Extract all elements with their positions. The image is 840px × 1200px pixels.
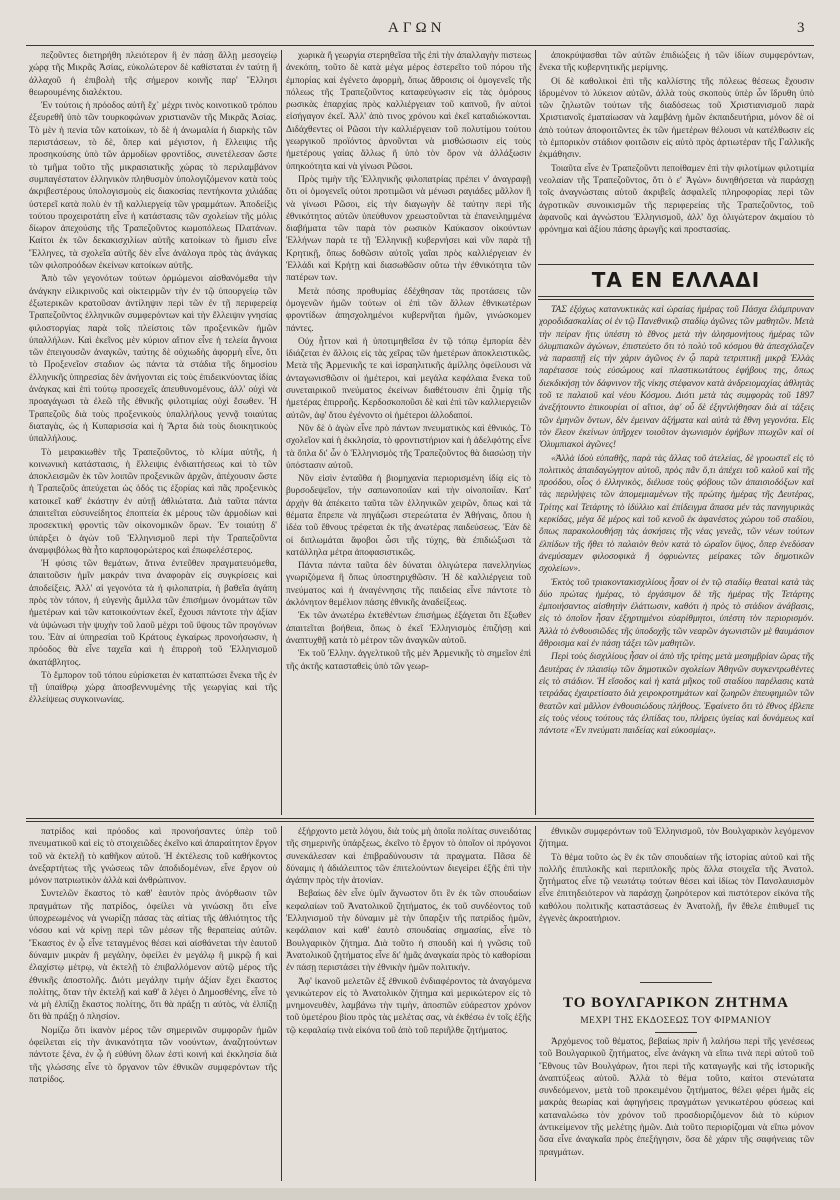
section-title-bulgarian: ΤΟ ΒΟΥΛΓΑΡΙΚΟΝ ΖΗΤΗΜΑ (562, 995, 790, 1011)
section-rule (538, 264, 814, 265)
paragraph: Συντελῶν ἕκαστος τὸ καθ' ἑαυτὸν πρὸς ἀνόρθωσιν τῶν πραγμάτων τῆς πατρίδος, ὀφείλει νὰ γινώσκῃ ὅτι εἶνε ὑποχρεωμένος νὰ γνωρίζῃ πάσας τὰς αἰτίας τῆς ἀθλιότητος τῆς νόσου καὶ νὰ κρίνῃ περὶ τῶν μέσων τῆς θεραπείας αὐτῶν. Ἕκαστος ἐν ᾧ εἶνε τεταγμένος θέσει καὶ αἰσθάνεται τὴν ἑαυτοῦ δύναμιν μικρὰν ἢ μεγάλην, ὀφείλει ἐν μεγάλῳ ἢ μικρῷ ἢ καὶ ἐλαχίστῳ μέτρῳ, νὰ ἐκτελῇ τὸ ἐπιβαλλόμενον αὐτῷ μέρος τῆς ἐθνικῆς ἀποστολῆς. Διότι μεγάλην τιμὴν ἀξίαν ἔχει ἕκαστος πολίτης, ὅταν τὴν ἐκτελῇ καὶ καθ' ἃ λέγει ὁ Δημοσθένης, εἶνε τὸ νὰ μὴ ἐλπίζῃ ἕκαστος πολίτης, ὅτι θὰ πράξῃ τι αὐτὸς, νὰ ἐλπίζῃ ὅτι θὰ πράξῃ ὁ πλησίον. (29, 889, 277, 1023)
paragraph: ἐθνικῶν συμφερόντων τοῦ Ἑλληνισμοῦ, τὸν Βουλγαρικὸν λεγόμενον ζήτημα. (539, 827, 814, 850)
paragraph: Οἱ δὲ καθολικοὶ ἐπὶ τῆς καλλίστης τῆς πόλεως θέσεως ἔχουσιν ἱδρυμένον τὸ λύκειον αὐτῶν, ἀλλὰ τοὺς σκοποὺς ὑπὲρ ὧν ἵδρυθη ὑπὸ τῶν ζηλωτῶν τούτων τῆς διαδόσεως τοῦ Χριστιανισμοῦ παρὰ Χριστιανοῖς ἐματαίωσαν νὰ λαμβάνῃ ἡμῶν ἐκπαιδευτήρια, μόνον δὲ οἱ ἀπὸ τούτων ἀποφοιτῶντες ἐκ τῶν ἡμετέρων θέλουσι νὰ κατέλθωσιν εἰς τὸ ἐμπορικὸν στάδιον φοιτῶσιν εἰς αὐτὸ πρὸς ἀρτιωτέραν τῆς Γαλλικῆς ἐκμάθησιν. (539, 76, 814, 161)
paragraph: Ἀφ' ἱκανοῦ μελετῶν ἐξ ἐθνικοῦ ἐνδιαφέροντος τὰ ἀναγόμενα γενικώτερον εἰς τὸ Ἀνατολικὸν ζήτημα καὶ μερικώτερον εἰς τὸ μνημονευθὲν, λαμβάνω τὴν τιμὴν, ἀποσπῶν εὐάρεστον χρόνον τοῦ ὑμετέρου βίου πρὸς τὰς μελέτας σας, νὰ ἐκθέσω ἐν τοῖς ἑξῆς τῷ κεφαλαίῳ τινὰ εἰκόνα τοῦ ἀπὸ τοῦ περιῆλθε ζητήματος. (286, 976, 531, 1036)
paragraph: Νῦν εἰσὶν ἐνταῦθα ἡ βιομηχανία περιορισμένη ἰδίᾳ εἰς τὸ βυρσοδεψεῖον, τὴν σαπωνοποιΐαν καὶ τὴν οἰνοποιΐαν. Κατ' ἀρχὴν θὰ ἀπέκειτο ταῦτα τῶν ἑλληνικῶν χειρῶν, ὅπως καὶ τὰ θέματα ἔπρεπε νὰ πηγάζωσι στερεώτατα ἐν Ἀθήναις, ὅπου ἡ ἰδέα τοῦ ἔθνους τρέφεται ἐκ τῆς ἀνωτέρας παιδεύσεως. Ἐὰν δὲ οἱ διπλωμάται ἄφοβοι ὦσι τῆς τύχης, θὰ ἐπιδιώξωσι τὰ κατάλληλα μέτρα ἀποφασιστικῶς. (286, 474, 531, 558)
section-title-greece: ΤΑ ΕΝ ΕΛΛΑΔΙ (591, 268, 761, 292)
paragraph: Τὸ ἔμπορον τοῦ τόπου εὑρίσκεται ἐν καταπτώσει ἕνεκα τῆς ἐν τῇ ὑπαίθρῳ χώρᾳ ἀποσβεννυμένης τῆς γεωργίας καὶ τῆς ἐλλείψεως συγκοινωνίας. (29, 670, 277, 706)
paragraph: Ἐν τούτοις ἡ πρόοδος αὐτῆ ἔχ᾽ μέχρι τινὸς κοινοτικοῦ τρόπου ἐξευρεθῆ ὑπὸ τῶν τουρκοφώνων χριστιανῶν τῆς Μικρᾶς Ἀσίας. Τὸ μὲν ἡ πενία τῶν κατοίκων, τὸ δὲ ἡ ἀνωμαλία ἡ διαρκὴς τῶν περιστάσεων, τὸ δὲ, ὅπερ καὶ μέγιστον, ἡ ἔλλειψις τῆς προσηκούσης ὑπὸ τῶν ἁρμοδίων φροντίδος, συνετέλεσαν ὥστε τὸ τμῆμα τοῦτο τῆς μικρασιατικῆς χώρας τὸ περιλαμβάνον συμπαγέστατον ἑλληνικὸν πληθυσμὸν ὑπολογιζόμενον κατὰ τοὺς ἀκριβεστέρους ὑπολογισμοὺς εἰς διακοσίας πεντήκοντα χιλιάδας ὑστερεῖ κατὰ πολὺ ἐν τῇ καλλιεργείᾳ τῶν γραμμάτων. Ἀποδείξις τούτου προχειροτάτη εἶνε ἡ κατάστασις τῶν σχολείων τῆς μόλις δίωρον ἀπεχούσης τῆς Τραπεζοῦντος κωμοπόλεως Πλατάνων. Καίτοι ἐκ τῶν δεκακισχιλίων αὐτῆς κατοίκων τὸ ἥμισυ εἶνε Ἕλληνες, τὰ σχολεῖα αὐτῆς δὲν εἶνε ἀνάλογα πρὸς τὰς ἀνάγκας τῶν φιλοπροόδων ἐκείνων κατοίκων αὐτῆς. (29, 101, 277, 272)
paragraph: ἀποκρύψασθαι τῶν αὐτῶν ἐπιδιώξεις ἡ τῶν ἰδίων συμφερόντων, ἕνεκα τῆς κυβερνητικῆς μερίμνης. (539, 51, 814, 74)
paragraph: Νομίζω ὅτι ἱκανὸν μέρος τῶν σημερινῶν συμφορῶν ἡμῶν ὀφείλεται εἰς τὴν ἀνικανότητα τῶν νοούντων, ἀναζητούντων πάντοτε ξένα, ἐν ᾧ ἡ εὐθύνη ὅλων ἐστὶ κοινή καὶ ἐκκλησία διὰ τῆς γλώσσης εἶνε τὸ ὄργανον τῶν ἐθνικῶν συμφερόντων τῆς πατρίδος. (29, 1025, 277, 1085)
page-bottom-margin (0, 1188, 840, 1200)
paragraph: Ἐκ τοῦ Ἑλλην. ἀγγελτικοῦ τῆς μὲν Ἀρμενικῆς τὸ σημεῖον ἐπὶ τῆς ἀκτῆς κατασταθεὶς ὑπὸ τῶν γεωρ- (286, 649, 531, 672)
paragraph: Πάντα πάντα ταῦτα δὲν δύναται ὀλιγώτερα πανελληνίως γνωριζόμενα ἢ ὅπως ὑποστηριχθῶσιν. Ἡ δὲ καλλιέργεια τοῦ πνεύματος καὶ ἡ ἀναγέννησις τῆς παιδείας εἶνε πάντοτε τὸ ἀκλόνητον θεμέλιον πάσης ἐθνικῆς ἀναδείξεως. (286, 561, 531, 609)
paragraph: Ἐκ τῶν ἀνωτέρω ἐκτεθέντων ἐπισήμως ἐξάγεται ὅτι ἔξωθεν ἀπαιτεῖται βοήθεια, ὅπως ὁ ἐκεῖ Ἑλληνισμὸς ἐπιζήσῃ καὶ ἀναπτυχθῇ κατὰ τὸ μέτρον τῶν ἀναγκῶν αὐτοῦ. (286, 611, 531, 646)
paragraph: Μετὰ πόσης προθυμίας ἐδέχθησαν τὰς προτάσεις τῶν ὁμογενῶν ἡμῶν τούτων οἱ ἐπὶ τῶν ἄλλων ἐθνικωτέρων φροντίδων ἀπησχολημένοι κυβερνῆται ἡμῶν, γινώσκομεν πάντες. (286, 286, 531, 334)
column-1-top (29, 50, 277, 814)
paragraph: Οὐχ ἧττον καὶ ἡ ὑποτιμηθεῖσα ἐν τῷ τόπῳ ἐμπορία δὲν ἰδιάζεται ἐν ἄλλοις εἰς τὰς χεῖρας τῶν ἡμετέρων ἀποκλειστικῶς. Μετὰ τῆς Ἀρμενικῆς τε καὶ ἰσραηλιτικῆς ἀμίλλης ὀφείλουσι νὰ ἀνταγωνισθῶσιν οἱ ἡμέτεροι, καὶ μεγάλα κεφάλαια ἕνεκα τοῦ συνεταιρικοῦ πνεύματος ἐκείνων διαθέτουσιν ἐπὶ ζημίᾳ τῆς ἡμετέρας ἐπιρροῆς. Κερδοσκοποῦσι δὲ καὶ ἐπὶ τῶν καλλιεργειῶν αὐτῶν, ἀφ' ὅτου ἐγένοντο οἱ ἡμέτεροι ἀλλοδαποί. (286, 336, 531, 421)
paragraph: Τὸ μειρακιωθὲν τῆς Τραπεζοῦντος, τὸ κλίμα αὐτῆς, ἡ κοινωνικὴ κατάστασις, ἡ ἔλλειψις ἐνδιαιτήσεως καὶ τὸ τῶν ἀποκλεισμῶν ἐκ τῶν λοιπῶν προξενικῶν ἀρχῶν, ἀπέχουσιν ὥστε ἡ Τραπεζοῦς ἀπεύχεται ὡς ὁδός τις ἐξορίας καὶ πᾶς προξενικὸς κατοικεῖ καθ' ἑκάστην ἐν αὐτῇ ἀθλιώτατα. Διὰ ταῦτα πάντα ἀπαιτεῖται εὐσυνείδητος ἐποπτεία ἐκ μέρους τῶν ἁρμοδίων καὶ προσεκτική φροντὶς τῶν οἰκονομικῶν ὅρων. Ἐν τοιαύτῃ δ' ὑπάρξει ὁ ἀγὼν τοῦ Ἑλληνισμοῦ περὶ τὴν Τραπεζοῦντα ἀναμφιβόλως θὰ ἦτο καρποφορώτερος καὶ ἐπωφελέστερος. (29, 447, 277, 556)
column-divider (281, 50, 282, 815)
paragraph: Πρὸς τιμὴν τῆς Ἑλληνικῆς φιλοπατρίας πρέπει ν' ἀναγραφῇ ὅτι οἱ ὁμογενεῖς οὐτοι προτιμῶσι νὰ μένωσι ραγιάδες μᾶλλον ἢ νὰ γίνωσι Ρῶσοι, εἰς τὴν διαγωγὴν δὲ ταύτην περὶ τῆς ἐθνικότητος αὐτῶν ὑπεύθυνον χρεωστοῦνται τὰ ἐπανειλημμένα διαβήματα τῶν παρὰ τὸν ρωσικὸν Καύκασον οἰκούντων Ἑλλήνων παρὰ τε τῇ Ἑλληνικῇ κυβερνήσει καὶ νῦν παρὰ τῇ Κρητικῇ, ὅπως δοθῶσιν αὐτοῖς γαῖαι πρὸς καλλιέργειαν ἐν Ἑλλάδι καὶ Κρήτῃ καὶ διασωθῶσιν οὕτω τὴν ἐθνικότητα τῶν πατέρων των. (286, 174, 531, 284)
masthead-title: ΑΓΩΝ (388, 20, 446, 36)
paragraph: Ἐκτὸς τοῦ τριακοντακισχιλίους ἦσαν οἱ ἐν τῷ σταδίῳ θεαταὶ κατὰ τὰς δύο πρώτας ἡμέρας, τὸ ἐργάσιμον δὲ τῆς ἡμέρας τῆς Τετάρτης ἐμποιήσαντος αἰσθητὴν ἐλάττωσιν, καθότι ἡ πρὸς τὸ στάδιον ἀνάβασις, εἰς τὸ ὁποῖον ἦσαν ἐξηρτημένοι εὐαρίθμητοι, ὑπέστη τὸν περιορισμόν. Ἀλλὰ τὸ ἐνθουσιῶδες τῆς ὑποδοχῆς τῶν νεαρῶν ἀγωνιστῶν μὲ θαυμάσιον ἄθροισμα καὶ ἐν πάσῃ τάξει τῶν μαθητῶν. (539, 577, 814, 650)
paragraph: ἐξήρχοντο μετὰ λόγου, διὰ τοὺς μὴ ὁποῖα πολίτας συνειδότας τῆς σημερινῆς ὑπάρξεως, ἐκεῖνο τὸ ἔργον τὸ ὁποῖον οἱ πρόγονοι συνεκάλεσαν καὶ ἐπιβραδύνουσιν τὰ πραγματα. Πᾶσα δὲ δύναμις ἡ ἀδιάλειπτος τῶν ἐπιτελούντων διεγείρει ἐξῆς ἐπὶ τὴν ἀγάπην πρὸς τὴν ἀτονίαν. (286, 827, 531, 887)
paragraph: πεζοῦντες διετηρήθη πλειότερον ἢ ἐν πάσῃ ἄλλῃ μεσογείῳ χώρᾳ τῆς Μικρᾶς Ἀσίας, εὐκολώτερον δὲ καθίσταται ἐν ταύτῃ ἢ ἀλλαχοῦ ἡ ἐπιβολὴ τῆς σήμερον κοινῆς παρ' Ἕλλησι θεωρουμένης διαλέκτου. (29, 51, 277, 98)
paragraph: «Ἀλλὰ ἰδοὺ εὐπαθῆς, παρὰ τὰς ἄλλας τοῦ ἀτελείας, δὲ γροωστεῖ εἰς τὸ πολιτικὸς ἀπαιδαγώγητον αὐτοῦ, πρὸς πᾶν ὅ,τι ἀπέχει τοῦ καλοῦ καὶ τῆς προόδου, οἶος ὁ ἑλληνικὸς, διέλυσε τοὺς φόβους τῶν ἀπαισιοδόξων καὶ τὰς περιλήψεις τῶν ἀπομεμιαμένων τῆς πρώτης ἡμέρας τῆς Δευτέρας, Τρίτης καὶ Τετάρτης τὸ ἰδύλλιο καὶ ἐπίδειγμα ἅπασα μέν τὰς πανηγυρικὰς κερκίδας, μέγα δὲ μέρος καὶ τοῦ κενοῦ ἐκ ἀφανέστος χώρου τοῦ σταδίου, ὅπως παρακολουθήσῃ τὰς ἀσκήσεις τῆς νέας γενεᾶς, τῶν νέων τούτων ἐλπίδων τῆς ἤθει τὸ παλαιὸν θεὸν κατὰ τὸ ὡραῖον ὕψος, ὅπερ ἐνεδύσαν ἀνεμύσαμεν φιλοσοφικὰ ἢ ὀφρυὼντες μείρακες τῶν δημοτικῶν σχολείων». (539, 453, 814, 575)
section-subtitle: ΜΕΧΡΙ ΤΗΣ ΕΚΔΟΣΕΩΣ ΤΟΥ ΦΙΡΜΑΝΙΟΥ (580, 1016, 772, 1026)
column-3-top (539, 50, 814, 262)
section-rule (538, 299, 814, 300)
column-2-bottom (286, 826, 531, 1181)
paragraph: ΤΑΣ ἐξόχως κατανυκτικὰς καὶ ὡραίας ἡμέρας τοῦ Πάσχα ἐλάμπρυναν χοροδιδασκαλίας οἱ ἐν τῷ Πανεθνικῷ σταδίῳ ἀγῶνες τῶν μαθητῶν. Μετὰ τὴν πείραν ἥτις ὑπέστη τὸ ἔθνος μετὰ τὴν ἀλησμονήτους ἡμέρας τῶν ὀλυμπιακῶν ἀγώνων, ἐπιστεύετο ὅτι τὸ πολὺ τοῦ κόσμου θὰ ἀπεσχόλαζεν νὰ παρασπῇ εἰς τὴν χάριν ἀγῶνος ἐν ᾧ παρὰ τετριπτικῇ μικρᾷ Ἐλλὰς παρέτασσε τοὺς εὐσώμους καὶ πλαστικωτάτους ἐφήβους της, ὅπως διεκδικήσῃ τὸν δάφνινον τῆς νίκης στέφανον κατὰ ἀνδρειομαχίας ἀθλητὰς τοῦ τε παλαιοῦ καὶ νέου Κόσμου. Διότι μετὰ τὰς συμφορὰς τοῦ 1897 ἀνεξήτουντο ἐπικουρίαι οἱ αἴτιοι, ἀφ' οὗ δὲ ἐξηντλήθησαν διὰ αἱ τάξεις τῶν ἐμηνῶν ὄντων, δὲν ἐμειναν ἀξήματα καὶ αὐτὰ τὰ ἔθνη γεγονότα. Εἰς τὸν ἕλεον ἐκείνων ὑπῆρχεν τοιοῦτον ἀγωνισμὸν ἐφήβων πτωχῶν καὶ οἱ Ὀλυμπιακοὶ ἀγῶνες! (539, 305, 814, 451)
paragraph: Ἀρχόμενος τοῦ θέματος, βεβαίως πρὶν ἢ λαλήσω περὶ τῆς γενέσεως τοῦ Βουλγαρικοῦ ζητήματος, εἶνε ἀνάγκη νὰ εἴπω τινὰ περὶ αὐτοῦ τοῦ Ἔθνους τῶν Βουλγάρων, ἤτοι περὶ τῆς καταγωγῆς καὶ τῆς ἱστορικῆς ἀναπτύξεως αὐτοῦ. Ἀλλὰ τὸ θέμα τοῦτο, καίτοι στενώτατα συνδεόμενον, μετὰ τοῦ προκειμένου ζητήματος, θέλει φέρει ἡμᾶς εἰς μακρὰς θεωρίας καὶ ἀφηγήσεις πραγμάτων γενικωτέρου φύσεως καὶ καταναλώσω τὸν χρόνον τοῦ προσδιοριζόμενον διὰ τὸ κύριον ἀντικείμενον τῆς μελέτης ἡμῶν. Διὰ τοῦτο περιορίζομαι νὰ εἴπω μόνον ὅσα εἶνε ἀναγκαῖα πρὸς ἐπεξήγησιν, ὅσα δὲ χάριν τῆς σαφήνειας τῶν πραγμάτων. (539, 1037, 814, 1158)
section-rule (538, 296, 814, 297)
greece-section-body (539, 304, 814, 814)
paragraph: πατρίδος καὶ πρόοδος καὶ προνοήσαντες ὑπὲρ τοῦ πνευματικοῦ καὶ εἰς τὸ στοιχειῶδες ἐκεῖνο καὶ ἀπαραίτητον ἔργον τοῦ νὰ ἐκτελῇ τὸ καθῆκον αὐτοῦ. Ἡ ἐκτέλεσις τοῦ καθήκοντος ἀνεξαρτήτως τῆς γνώσεως τῶν ἀποδιδομένων, εἶνε ἔργον οὐ μόνον πατριωτικὸν ἀλλὰ καὶ ἀνθρώπινον. (29, 827, 277, 887)
paragraph: Περὶ τοὺς δισχιλίους ἦσαν οἱ ἀπὸ τῆς τρίτης μετὰ μεσημβρίαν ὥρας τῆς Δευτέρας ἐν πλαισίῳ τῶν δημοτικῶν σχολείων Ἀθηνῶν συγκεντρωθέντες εἰς τὸ στάδιον. Ἡ εἴσοδος καὶ ἡ κατὰ μῆκος τοῦ σταδίου παρέλασις κατὰ τετράδας ἐχαιρετίσατο διὰ χειροκροτημάτων καὶ ζωηρῶν ἐπευφημιῶν τῶν θεατῶν καὶ μᾶλλον ἐνθουσιώδους πλήθους. Ἐφαίνετο ὅτι τὸ ἔθνος ἐβλεπε εἰς τοὺς νέους τούτους τὰς ἐλπίδας του, πλήρεις ὑγείας καὶ δυνάμεως καὶ πάντοτε «Ἐν πνεύματι παιδείας καὶ εὐκοσμίας». (539, 652, 814, 737)
paragraph: Νῦν δὲ ὁ ἀγὼν εἶνε πρὸ πάντων πνευματικὸς καὶ ἐθνικός. Τὸ σχολεῖον καὶ ἡ ἐκκλησία, τὸ φροντιστήριον καὶ ἡ ἀδελφότης εἶνε τὰ ὅπλα δι' ὧν ὁ Ἑλληνισμὸς τῆς Τραπεζοῦντος θὰ διασώσῃ τὴν ὑπόστασιν αὐτοῦ. (286, 423, 531, 471)
section-rule (655, 1032, 697, 1033)
paragraph: Βεβαίως δὲν εἶνε ὑμῖν ἄγνωστον ὅτι ἓν ἐκ τῶν σπουδαίων κεφαλαίων τοῦ Ἀνατολικοῦ ζητήματος, ἐκ τοῦ συνδέοντος τοῦ Ἑλληνισμοῦ τὴν δύναμιν μὲ τὴν ὕπαρξιν τῆς πατρίδος ἡμῶν, κεφάλαιον καὶ καθ' ἑαυτὸ σπουδαίας σημασίας, εἶνε τὸ Βουλγαρικὸν ζήτημα. Διὰ τοῦτο ἡ σπουδὴ καὶ ἡ γνῶσις τοῦ Ἀνατολικοῦ ζητήματος εἶνε δι' ἡμᾶς ἀναγκαία πρὸς τὸ καθορίσαι ἐν πάσῃ περιστάσει τὴν ἐθνικὴν ἡμῶν πολιτικήν. (286, 889, 531, 974)
column-divider (535, 826, 536, 1181)
fold-rule (26, 821, 814, 822)
section-rule (640, 982, 712, 983)
column-divider (535, 50, 536, 815)
paragraph: Ἡ φύσις τῶν θεμάτων, ἅτινα ἐντεῦθεν πραγματευόμεθα, ἀπαιτοῦσιν ἡμῖν μακράν τινα ἀναφορὰν εἰς συγκρίσεις καὶ ἀποδείξεις. Ἀλλ' αἱ γεγονότα τὰ ἡ φιλοπατρία, ἡ βαθεῖα ἀγάπη πρὸς τὸν τόπον, ἡ εὐγενὴς ἄμιλλα τῶν ἐπισήμων ὀνομάτων τῶν ἡμετέρων καὶ τῶν κατοικούντων ἐκεῖ, ἔχουσι πάντοτε τὴν ἀξίαν νὰ ὑψώνωσι τὴν ψυχὴν τοῦ λαοῦ μέχρι τοῦ ὕψους τῶν προγόνων του. Ἐὰν αἱ ὑπηρεσίαι τοῦ Κράτους ἐγκαίρως προνοήσωσιν, ἡ πρόοδος θὰ εἶνε ταχεῖα καὶ ἡ ἐπιρροὴ τοῦ Ἑλληνισμοῦ ἀκατάβλητος. (29, 559, 277, 668)
fold-rule (26, 818, 814, 819)
column-1-bottom (29, 826, 277, 1181)
paragraph: Ἀπὸ τῶν γεγονότων τούτων ὁρμώμενοι αἰσθανόμεθα τὴν ἀνάγκην εἰλικρινοῦς καὶ οἰκτειρμῶν τὴν ἐν τῷ ὑπουργείῳ τῶν ἐξωτερικῶν κρατοῦσαν ἀντίληψιν περὶ τῶν ἐν τῇ περιφερείᾳ Τραπεζοῦντος ἑλληνικῶν συμφερόντων καὶ τὴν ἔλλειψιν γνησίας φιλοστοργίας παρὰ τοῖς πλείστοις τῶν προξενικῶν ἡμῶν ὑπαλλήλων. Καὶ ἐκεῖνος μὲν κύριον αἴτιον εἶνε ἡ τελεία ἄγνοια τῶν ἐπειγουσῶν ἀναγκῶν, ταύτης δὲ οὐχιωδὴς ἀφορμὴ εἶνε, ὅτι τὸ Προξενεῖον σταδιον ὡς πάντα τὰ στάδια τῆς δημοσίου ἑλληνικῆς ὑπηρεσίας δὲν ἀνήγονται εἰς τοὺς ἐπιδεικνύοντας ἰδίας ἀνάγκας καὶ ἐπὶ τούτῳ προσεχεῖς ἀπευθυνομένους, ἀλλ' οὐχὶ νὰ προαγάγωσι τὰ ἐλεῶ τῆς ἐθνικῆς φιλοτιμίας οὐχὶ ἔσωθεν. Ἡ Τραπεζοῦς διὰ τοὺς προξενικοὺς ὑπαλλήλους γεννᾷ τοιαύτας διαταγὰς, ὡς ἡ Κυπαρισσία καὶ ἡ Ἄρτα διὰ τοὺς διοικητικοὺς ὑπαλλήλους. (29, 274, 277, 445)
column-divider (281, 826, 282, 1181)
column-3-bottom (539, 826, 814, 974)
column-2-top (286, 50, 531, 814)
bulgarian-section-body (539, 1036, 814, 1181)
header-rule (26, 45, 814, 46)
paragraph: Τοιαῦτα εἶνε ἐν Τραπεζοῦντι πεποίθαμεν ἐπὶ τὴν φιλοτίμων φιλοτιμία νεολαίαν τῆς Τραπεζοῦντος, ὅτι ὁ ε' Ἀγὼν» δυνηθήσεται νὰ παράσχῃ τοῖς ἀναγνώσταις αὐτοῦ ἀκριβεῖς ἀσφαλεῖς πληροφορίας περὶ τῶν ἀγροτικῶν συνοικισμῶν τῆς περιφερείας τῆς Τραπεζοῦντος, τοῦ ἀφανοῦς καὶ ἀγνώστου Ἑλληνισμοῦ, ἀλλ' ὄχι ὀλιγώτερον ἀκμαίου τὸ φρόνημα καὶ ἀξίου πάσης ἀρωγῆς καὶ προστασίας. (539, 163, 814, 236)
page-number: 3 (797, 20, 805, 36)
paragraph: Τὸ θέμα τοῦτο ὡς ἓν ἐκ τῶν σπουδαίων τῆς ἱστορίας αὐτοῦ καὶ τῆς πολλῆς ἐπιπλοκῆς καὶ περιπλοκῆς πρὸς ἄλλα στοιχεῖα τῆς Ἀνατολ. ζητήματος εἶνε τῷ νεωτάτῳ τούτων θέσει καὶ ἰδίως τὸν Πανσλαυισμὸν εἶνε ἐπιτηδειότερον νὰ παράσχῃ ζωηρότερον καὶ πιστότερον εἰκόνα τῆς καθόλου πολιτικῆς καταστάσεως ἐν Ἀνατολῇ, ἣν ἔθελε ἐπιθυμεῖ τις ἐγγενὲς ἀκροατήριον. (539, 852, 814, 925)
paragraph: χωρικὰ ἢ γεωργία στερηθεῖσα τῆς ἐπὶ τὴν ἀπαλλαγὴν πιστεως ἀνεκόπη, τοῦτο δὲ κατὰ μέγα μέρος ἐστερεῖτο τοῦ πόρου τῆς ἐμπορίας καὶ ἐγένετο ἀφορμὴ, ὅπως ἄθροισις οἱ ὁμογενεῖς τῆς πόλεως τῆς Τραπεζοῦντος καταφεύγωσιν εἰς τὰς ὁμόρους ρωσικὰς ἐπαρχίας πρὸς καλλιέργειαν τοῦ καπνοῦ, ἢν αὐτοὶ εἰσήγαγον ἐκεῖ. Ἀλλ' ἀπὸ τινος χρόνου καὶ ἐκεῖ καταδιώκονται. Διδάχθεντες οἱ Ρῶσοι τὴν καλλιέργειαν τοῦ πολυτίμου τούτου γεωργικοῦ προϊόντος ἀρνοῦνται νὰ μισθώσωσιν εἰς τοὺς ἡμετέρους γαίας ἄλλως ἢ ὑπὸ τὸν ὅρον νὰ ἀλλάξωσιν ὑπηκοότητα καὶ νὰ γίνωσι Ρῶσοι. (286, 51, 531, 172)
